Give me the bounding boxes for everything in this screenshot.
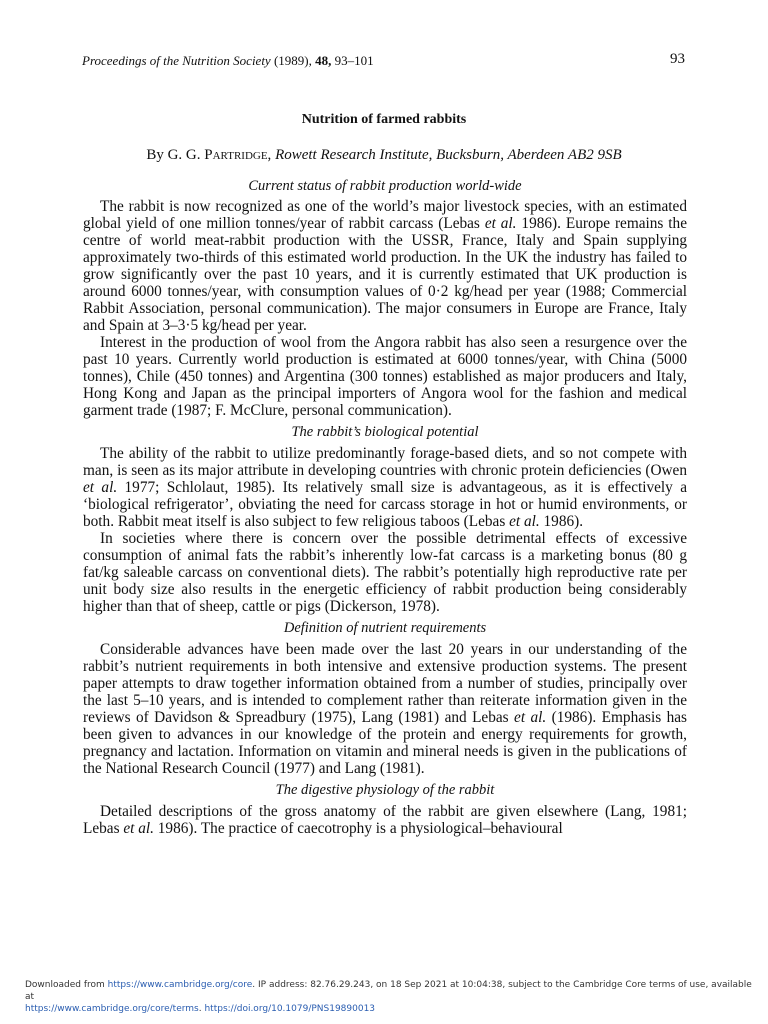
section-heading: Current status of rabbit production world-wide [248, 178, 522, 194]
paragraph: Considerable advances have been made over the last 20 years in our understanding of the rabbit’s nutrient requirements in both intensive and extensive production systems. The present paper attempts to draw together information obtained from a number of studies, principally over the last 5–10 years, and is intended to complement rather than reiterate information given in the reviews of Davidson & Spreadbury (1975), Lang (1981) and Lebas et al. (1986). Emphasis has been given to advances in our knowledge of the protein and energy requirements for growth, pregnancy and lactation. Information on vitamin and mineral needs is given in the publications of the National Research Council (1977) and Lang (1981). [83, 641, 687, 777]
journal-year: (1989), [273, 53, 312, 68]
paragraph: The ability of the rabbit to utilize predominantly forage-based diets, and so not compete with man, is seen as its major attribute in developing countries with chronic protein deficiencies (Owen et al. 1977; Schlolaut, 1985). Its relatively small size is advantageous, as it is effectively a ‘biological refrigerator’, obviating the need for carcass storage in hot or humid environments, or both. Rabbit meat itself is also subject to few religious taboos (Lebas et al. 1986). [83, 445, 687, 530]
journal-pages: 93–101 [334, 53, 374, 68]
terms-link[interactable]: https://www.cambridge.org/core/terms [25, 1004, 199, 1014]
byline [0, 147, 768, 164]
paragraph: Interest in the production of wool from the Angora rabbit has also seen a resurgence over the past 10 years. Currently world production is estimated at 6000 tonnes/year, with China (5000 tonnes), Chile (450 tonnes) and Argentina (300 tonnes) established as major producers and Italy, Hong Kong and Japan as the principal importers of Angora wool for the fashion and medical garment trade (1987; F. McClure, personal communication). [83, 334, 687, 419]
paragraph: In societies where there is concern over the possible detrimental effects of excessive consumption of animal fats the rabbit’s inherently low-fat carcass is a marketing bonus (80 g fat/kg saleable carcass on conventional diets). The rabbit’s potentially high reproductive rate per unit body size also results in the energetic efficiency of rabbit production being considerably higher than that of sheep, cattle or pigs (Dickerson, 1978). [83, 530, 687, 615]
author-surname: Partridge, [204, 147, 272, 163]
section-heading: The rabbit’s biological potential [291, 424, 479, 440]
running-header [82, 53, 374, 69]
byline-by: By G. G. [146, 147, 201, 163]
journal-volume: 48, [315, 53, 332, 68]
article-title: Nutrition of farmed rabbits [301, 112, 467, 127]
section-heading: Definition of nutrient requirements [283, 620, 487, 636]
page-number: 93 [670, 51, 685, 67]
author-affiliation: Rowett Research Institute, Bucksburn, Aberdeen AB2 9SB [275, 147, 622, 163]
journal-name: Proceedings of the Nutrition Society [82, 53, 271, 68]
paragraph: The rabbit is now recognized as one of the world’s major livestock species, with an estimated global yield of one million tonnes/year of rabbit carcass (Lebas et al. 1986). Europe remains the centre of world meat-rabbit production with the USSR, France, Italy and Spain supplying approximately two-thirds of this estimated world production. In the UK the industry has failed to grow significantly over the past 10 years, and it is currently estimated that UK production is around 6000 tonnes/year, with consumption values of 0·2 kg/head per year (1988; Commercial Rabbit Association, personal communication). The major consumers in Europe are France, Italy and Spain at 3–3·5 kg/head per year. [83, 198, 687, 334]
paragraph: Detailed descriptions of the gross anatomy of the rabbit are given elsewhere (Lang, 1981; Lebas et al. 1986). The practice of caecotrophy is a physiological–behavioural [83, 803, 687, 837]
cambridge-core-link[interactable]: https://www.cambridge.org/core [107, 980, 253, 990]
download-footer: Downloaded from https://www.cambridge.org/core. IP address: 82.76.29.243, on 18 Sep 2021 at 10:04:38, subject to the Cambridge Core terms of use, available at https://www.cambridge.org/core/terms. https://doi.org/10.1079/PNS19890013 [25, 980, 752, 1014]
doi-link[interactable]: https://doi.org/10.1079/PNS19890013 [204, 1004, 376, 1014]
article-body [83, 178, 687, 837]
section-heading: The digestive physiology of the rabbit [275, 782, 495, 798]
